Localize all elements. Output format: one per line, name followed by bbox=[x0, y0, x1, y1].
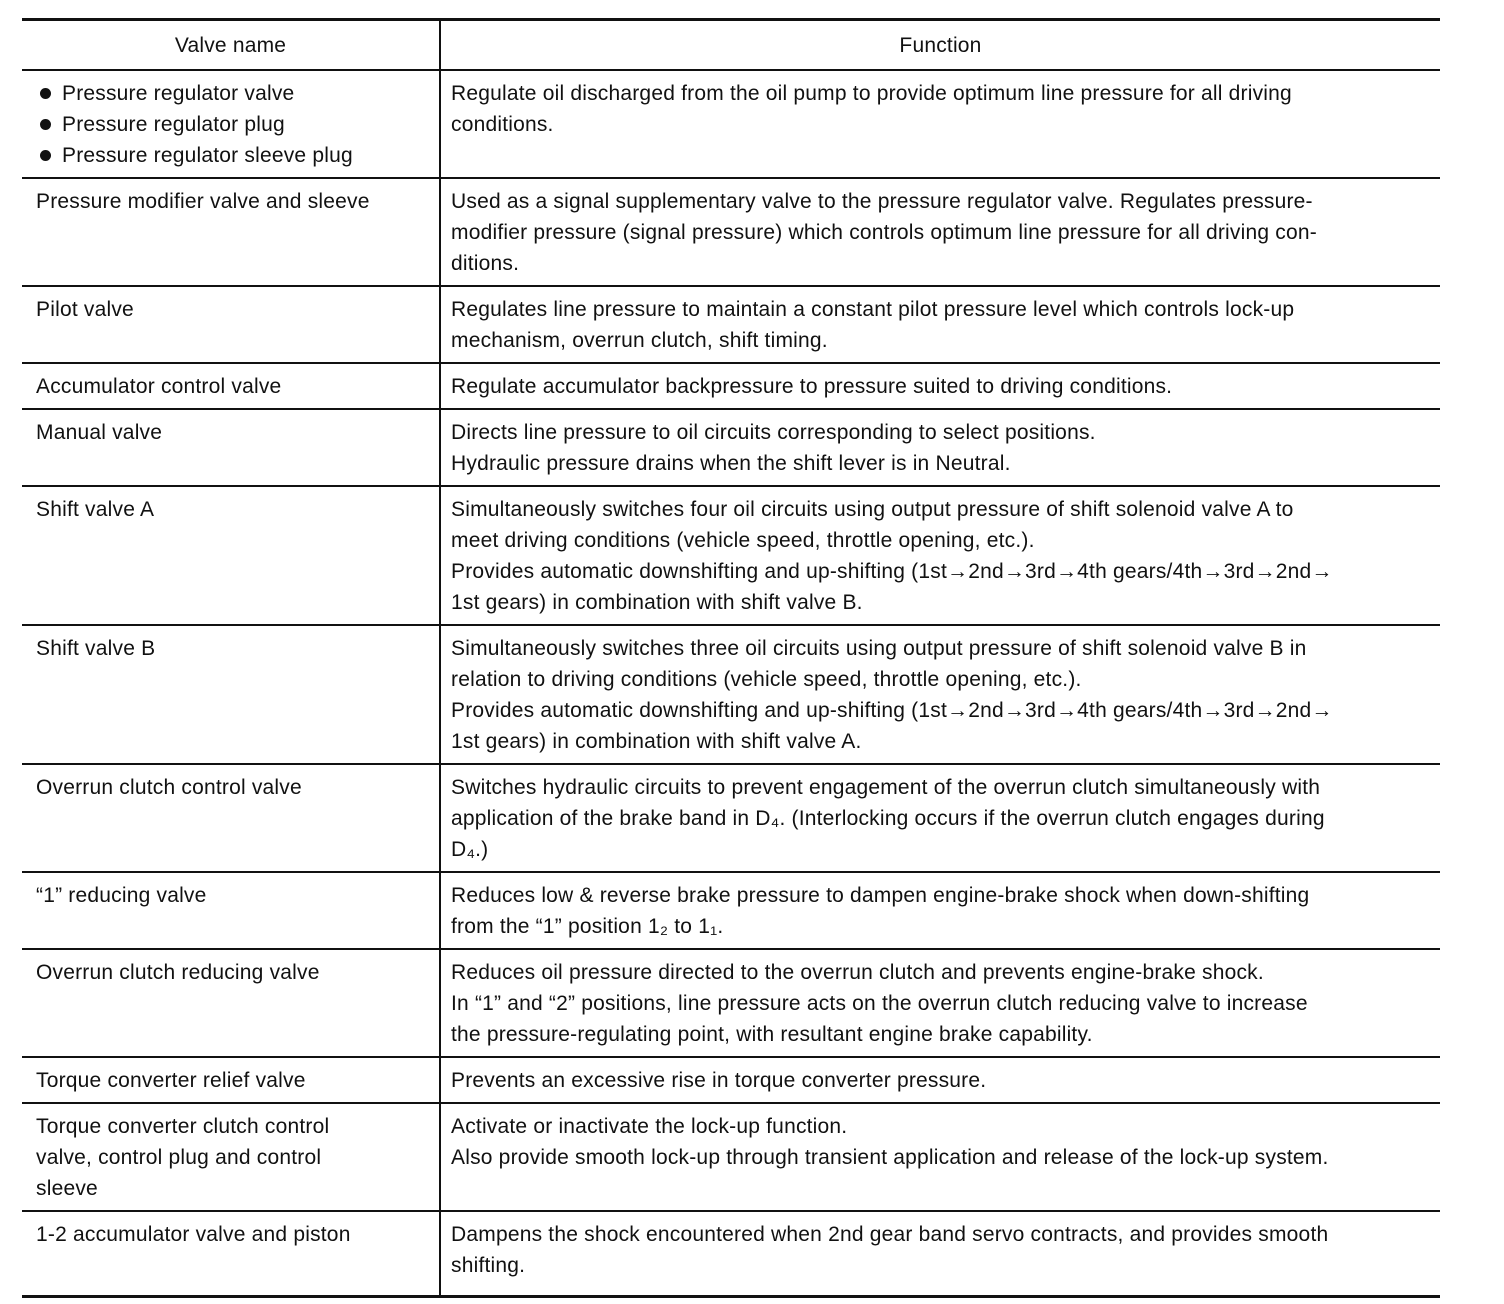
function-text: from the “1” position 1₂ to 1₁. bbox=[451, 915, 724, 938]
function-cell bbox=[440, 178, 1440, 286]
bullet-icon bbox=[40, 150, 51, 161]
valve-name-cell bbox=[22, 70, 440, 178]
function-text: meet driving conditions (vehicle speed, throttle opening, etc.). bbox=[451, 529, 1035, 552]
function-text: Regulate oil discharged from the oil pump to provide optimum line pressure for all driving bbox=[451, 82, 1292, 105]
header-row bbox=[22, 20, 1440, 71]
table-row bbox=[22, 949, 1440, 1057]
function-text: Switches hydraulic circuits to prevent engagement of the overrun clutch simultaneously with bbox=[451, 776, 1321, 799]
function-text: Regulate accumulator backpressure to pressure suited to driving conditions. bbox=[451, 375, 1173, 398]
table-row bbox=[22, 1103, 1440, 1211]
table-row bbox=[22, 625, 1440, 764]
function-text: mechanism, overrun clutch, shift timing. bbox=[451, 329, 828, 352]
header-valve-name: Valve name bbox=[22, 20, 440, 71]
valve-name-cell bbox=[22, 363, 440, 409]
valve-name-cell bbox=[22, 625, 440, 764]
bullet-icon bbox=[40, 119, 51, 130]
valve-name-cell bbox=[22, 286, 440, 363]
function-text: Hydraulic pressure drains when the shift lever is in Neutral. bbox=[451, 452, 1011, 475]
bullet-icon bbox=[40, 88, 51, 99]
function-text: Provides automatic downshifting and up-shifting (1st→2nd→3rd→4th gears/4th→3rd→2nd→ bbox=[451, 699, 1333, 722]
valve-name-text: Pressure regulator sleeve plug bbox=[62, 144, 353, 167]
function-cell bbox=[440, 1211, 1440, 1297]
function-text: Dampens the shock encountered when 2nd gear band servo contracts, and provides smooth bbox=[451, 1223, 1329, 1246]
function-text: application of the brake band in D₄. (Interlocking occurs if the overrun clutch engages during bbox=[451, 807, 1325, 830]
function-text: Also provide smooth lock-up through transient application and release of the lock-up system. bbox=[451, 1146, 1329, 1169]
table-row bbox=[22, 286, 1440, 363]
valve-name-cell bbox=[22, 1057, 440, 1103]
valve-name-text: Shift valve B bbox=[36, 637, 156, 660]
valve-name-text: sleeve bbox=[36, 1177, 98, 1200]
valve-name-text: Pilot valve bbox=[36, 298, 134, 321]
function-text: Used as a signal supplementary valve to the pressure regulator valve. Regulates pressure- bbox=[451, 190, 1313, 213]
function-text: modifier pressure (signal pressure) which controls optimum line pressure for all driving con- bbox=[451, 221, 1317, 244]
function-cell bbox=[440, 409, 1440, 486]
table-row bbox=[22, 1057, 1440, 1103]
function-text: Provides automatic downshifting and up-shifting (1st→2nd→3rd→4th gears/4th→3rd→2nd→ bbox=[451, 560, 1333, 583]
function-text: D₄.) bbox=[451, 838, 489, 861]
table-row bbox=[22, 1211, 1440, 1297]
function-text: Prevents an excessive rise in torque converter pressure. bbox=[451, 1069, 987, 1092]
valve-name-text: Manual valve bbox=[36, 421, 163, 444]
table-row bbox=[22, 486, 1440, 625]
valve-name-text: Torque converter clutch control bbox=[36, 1115, 330, 1138]
function-text: Activate or inactivate the lock-up function. bbox=[451, 1115, 848, 1138]
valve-function-sheet bbox=[22, 18, 1440, 1298]
valve-name-cell bbox=[22, 486, 440, 625]
header-function: Function bbox=[440, 20, 1440, 71]
table-row bbox=[22, 764, 1440, 872]
table-row bbox=[22, 409, 1440, 486]
function-text: 1st gears) in combination with shift valve B. bbox=[451, 591, 863, 614]
valve-name-text: “1” reducing valve bbox=[36, 884, 207, 907]
function-text: shifting. bbox=[451, 1254, 526, 1277]
valve-name-text: valve, control plug and control bbox=[36, 1146, 322, 1169]
valve-name-cell bbox=[22, 409, 440, 486]
table-row bbox=[22, 178, 1440, 286]
function-text: relation to driving conditions (vehicle speed, throttle opening, etc.). bbox=[451, 668, 1082, 691]
valve-name-cell bbox=[22, 949, 440, 1057]
function-text: conditions. bbox=[451, 113, 554, 136]
table-body bbox=[22, 70, 1440, 1297]
valve-name-cell bbox=[22, 1211, 440, 1297]
function-text: Simultaneously switches four oil circuits using output pressure of shift solenoid valve A to bbox=[451, 498, 1294, 521]
valve-name-text: Pressure regulator valve bbox=[62, 82, 295, 105]
function-cell bbox=[440, 764, 1440, 872]
valve-name-text: Torque converter relief valve bbox=[36, 1069, 306, 1092]
table-row bbox=[22, 363, 1440, 409]
function-text: Reduces oil pressure directed to the overrun clutch and prevents engine-brake shock. bbox=[451, 961, 1264, 984]
valve-name-cell bbox=[22, 1103, 440, 1211]
valve-name-text: 1-2 accumulator valve and piston bbox=[36, 1223, 351, 1246]
valve-name-text: Overrun clutch reducing valve bbox=[36, 961, 320, 984]
function-cell bbox=[440, 363, 1440, 409]
function-text: Regulates line pressure to maintain a constant pilot pressure level which controls lock-up bbox=[451, 298, 1295, 321]
valve-name-text: Accumulator control valve bbox=[36, 375, 282, 398]
function-cell bbox=[440, 286, 1440, 363]
table-row bbox=[22, 872, 1440, 949]
function-cell bbox=[440, 625, 1440, 764]
valve-name-text: Pressure regulator plug bbox=[62, 113, 285, 136]
function-cell bbox=[440, 872, 1440, 949]
valve-name-cell bbox=[22, 764, 440, 872]
function-text: In “1” and “2” positions, line pressure acts on the overrun clutch reducing valve to increase bbox=[451, 992, 1308, 1015]
valve-function-table bbox=[22, 18, 1440, 1298]
valve-name-cell bbox=[22, 872, 440, 949]
valve-name-cell bbox=[22, 178, 440, 286]
function-text: ditions. bbox=[451, 252, 520, 275]
valve-name-text: Overrun clutch control valve bbox=[36, 776, 302, 799]
valve-name-text: Pressure modifier valve and sleeve bbox=[36, 190, 370, 213]
function-cell bbox=[440, 486, 1440, 625]
valve-name-text: Shift valve A bbox=[36, 498, 155, 521]
function-cell bbox=[440, 1103, 1440, 1211]
table-row bbox=[22, 70, 1440, 178]
function-cell bbox=[440, 949, 1440, 1057]
function-text: the pressure-regulating point, with resultant engine brake capability. bbox=[451, 1023, 1093, 1046]
function-text: Reduces low & reverse brake pressure to dampen engine-brake shock when down-shifting bbox=[451, 884, 1310, 907]
function-cell bbox=[440, 70, 1440, 178]
function-cell bbox=[440, 1057, 1440, 1103]
function-text: Simultaneously switches three oil circuits using output pressure of shift solenoid valve B in bbox=[451, 637, 1307, 660]
function-text: Directs line pressure to oil circuits corresponding to select positions. bbox=[451, 421, 1096, 444]
function-text: 1st gears) in combination with shift valve A. bbox=[451, 730, 862, 753]
